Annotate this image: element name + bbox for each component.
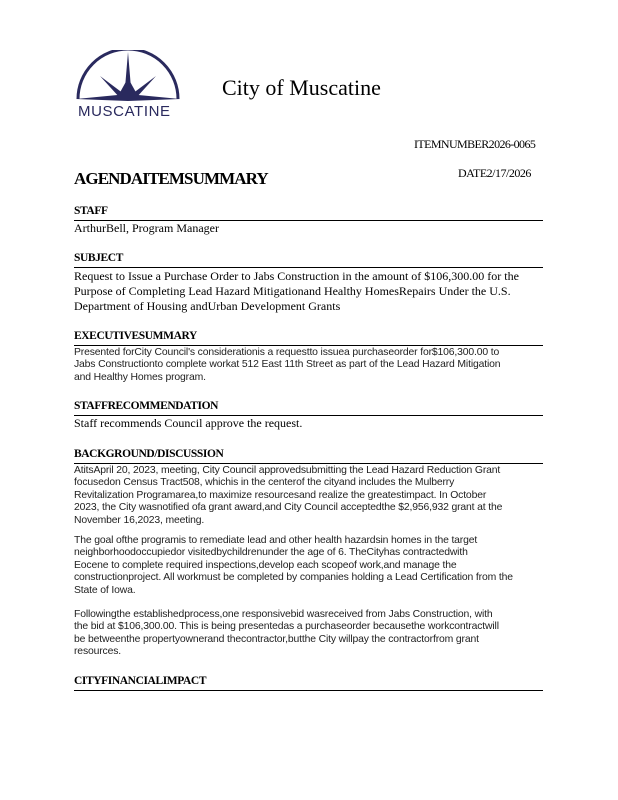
text-line: Eocene to complete required inspections,develop each scopeof work,and manage the (74, 559, 457, 571)
text-line: and Healthy Homes program. (74, 371, 206, 383)
text-line: the bid at $106,300.00. This is being presentedas a purchaseorder becausethe workcontractwill (74, 621, 499, 633)
divider (74, 463, 543, 464)
executive-summary-text (74, 347, 500, 384)
divider (74, 690, 543, 691)
logo-wordmark: MUSCATINE (78, 103, 171, 120)
staff-recommendation-heading: STAFFRECOMMENDATION (74, 400, 219, 412)
text-line: Followingthe establishedprocess,one responsivebid wasreceived from Jabs Construction, with (74, 609, 493, 620)
text-line: Jabs Constructionto complete workat 512 East 11th Street as part of the Lead Hazard Mitigation (74, 359, 501, 371)
subject-heading: SUBJECT (74, 252, 123, 264)
text-line: Request to Issue a Purchase Order to Jabs Construction in the amount of $106,300.00 for the (74, 269, 519, 283)
background-paragraph-2 (74, 535, 513, 597)
executive-summary-heading: EXECUTIVESUMMARY (74, 330, 197, 342)
text-line: State of Iowa. (74, 584, 136, 596)
date: DATE2/17/2026 (458, 166, 531, 180)
financial-impact-heading: CITYFINANCIALIMPACT (74, 675, 207, 687)
item-number: ITEMNUMBER2026-0065 (414, 137, 536, 151)
text-line: Department of Housing andUrban Development Grants (74, 299, 341, 313)
text-line: focusedon Census Tract508, whichis in the centerof the cityand includes the Mulberry (74, 477, 455, 489)
document-title: AGENDAITEMSUMMARY (74, 169, 268, 188)
muscatine-logo (72, 50, 184, 122)
background-paragraph-1 (74, 465, 502, 527)
staff-heading: STAFF (74, 205, 108, 217)
text-line: The goal ofthe programis to remediate lead and other health hazardsin homes in the target (74, 535, 478, 546)
text-line: resources. (74, 646, 122, 658)
city-title: City of Muscatine (222, 75, 381, 100)
text-line: Revitalization Programarea,to maximize resourcesand realize the greatestimpact. In October (74, 489, 487, 501)
text-line: be betweenthe propertyownerand thecontractor,butthe City willpay the contractorfrom grant (74, 633, 479, 645)
staff-text (74, 222, 219, 234)
text-line: Staff recommends Council approve the request. (74, 416, 303, 430)
text-line: neighborhoodoccupiedor visitedbychildrenunder the age of 6. TheCityhas contractedwith (74, 547, 468, 559)
text-line: AtitsApril 20, 2023, meeting, City Council approvedsubmitting the Lead Hazard Reduction Grant (74, 465, 501, 476)
text-line: Purpose of Completing Lead Hazard Mitigationand Healthy HomesRepairs Under the U.S. (74, 284, 511, 298)
staff-recommendation-text (74, 417, 302, 429)
text-line: November 16,2023, meeting. (74, 514, 205, 526)
divider (74, 267, 543, 268)
text-line: Presented forCity Council's considerationis a requestto issuea purchaseorder for$106,300.00 to (74, 347, 500, 358)
background-heading: BACKGROUND/DISCUSSION (74, 448, 224, 460)
text-line: constructionproject. All workmust be completed by companies holding a Lead Certification from the (74, 572, 513, 584)
subject-text (74, 269, 519, 314)
text-line: ArthurBell, Program Manager (74, 221, 219, 235)
text-line: 2023, the City wasnotified ofa grant award,and City Council acceptedthe $2,956,932 grant at the (74, 502, 503, 514)
divider (74, 345, 543, 346)
background-paragraph-3 (74, 609, 499, 659)
